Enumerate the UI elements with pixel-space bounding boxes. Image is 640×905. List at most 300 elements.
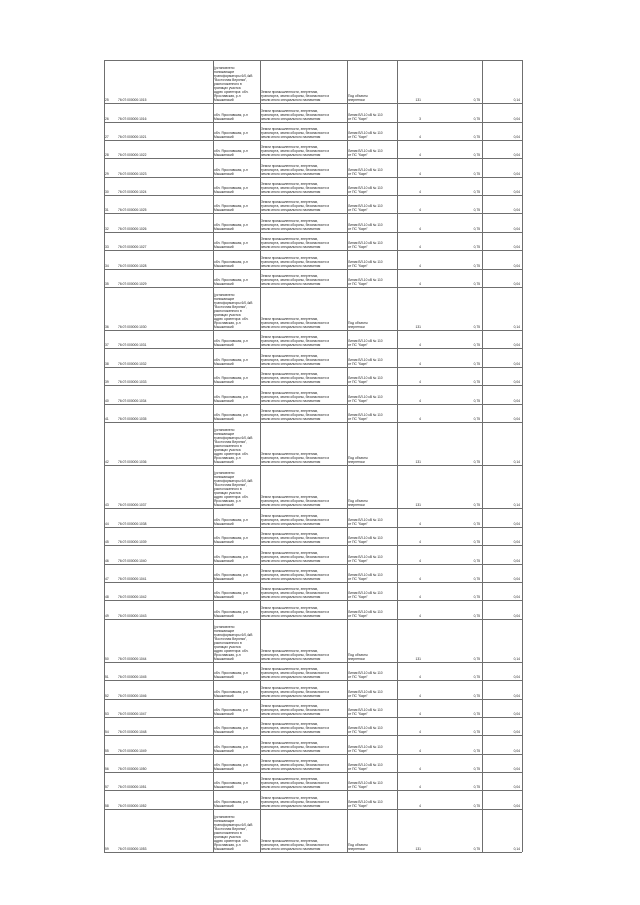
purpose-cell: Земли промышленности, энергетики, транспорта, земли обороны, безопасности и земли иного специального назначения bbox=[261, 335, 330, 348]
cadastral-number: 76:07:000000:1031 bbox=[118, 343, 147, 348]
location-cell: обл. Ярославская, р-н Мышкинский bbox=[214, 394, 248, 403]
row-number: 59 bbox=[105, 847, 109, 851]
purpose-cell: Земли промышленности, энергетики, транспорта, земли обороны, безопасности и земли иного специального назначения bbox=[261, 587, 330, 600]
cadastral-number: 76:07:000000:1016 bbox=[118, 116, 147, 121]
table-row-rule bbox=[104, 717, 522, 718]
area-cell: 131 bbox=[415, 656, 421, 661]
purpose-cell: Земли промышленности, энергетики, транспорта, земли обороны, безопасности и земли иного специального назначения bbox=[261, 667, 330, 680]
table-row-rule bbox=[104, 213, 522, 214]
row-number: 54 bbox=[105, 730, 109, 735]
sum-cell: 0,04 bbox=[513, 711, 520, 716]
sum-cell: 0,04 bbox=[513, 521, 520, 526]
use-cell: Линия ВЛ-10 кВ № 110 от ПС "Карп" bbox=[348, 412, 383, 421]
purpose-cell: Земли промышленности, энергетики, транспорта, земли обороны, безопасности и земли иного специального назначения bbox=[261, 372, 330, 385]
sum-cell: 0,04 bbox=[513, 675, 520, 680]
sum-cell: 0,14 bbox=[513, 98, 520, 103]
location-cell: обл. Ярославская, р-н Мышкинский bbox=[214, 277, 248, 286]
purpose-cell: Земли промышленности, энергетики, транспорта, земли обороны, безопасности и земли иного специального назначения bbox=[261, 163, 330, 176]
table-row-rule bbox=[104, 735, 522, 736]
row-number: 44 bbox=[105, 521, 109, 526]
row-number: 43 bbox=[105, 503, 109, 508]
cadastral-number: 76:07:000000:1048 bbox=[118, 730, 147, 735]
cadastral-number: 76:07:000000:1045 bbox=[118, 675, 147, 680]
rate-cell: 0,75 bbox=[473, 656, 480, 661]
location-cell: обл. Ярославская, р-н Мышкинский bbox=[214, 259, 248, 268]
table-row-rule bbox=[104, 195, 522, 196]
rate-cell: 0,75 bbox=[473, 730, 480, 735]
purpose-cell: Земли промышленности, энергетики, транспорта, земли обороны, безопасности и земли иного специального назначения bbox=[261, 108, 330, 121]
rate-cell: 0,75 bbox=[473, 693, 480, 698]
row-number: 55 bbox=[105, 748, 109, 753]
rate-cell: 0,75 bbox=[473, 380, 480, 385]
row-number: 33 bbox=[105, 245, 109, 250]
purpose-cell: Земли промышленности, энергетики, транспорта, земли обороны, безопасности и земли иного специального назначения bbox=[261, 759, 330, 772]
area-cell: 131 bbox=[415, 460, 421, 465]
use-cell: Линия ВЛ-10 кВ № 110 от ПС "Карп" bbox=[348, 799, 383, 808]
row-number: 50 bbox=[105, 656, 109, 661]
location-cell: обл. Ярославская, р-н Мышкинский bbox=[214, 357, 248, 366]
table-row-rule bbox=[104, 790, 522, 791]
table-row-rule bbox=[104, 367, 522, 368]
area-cell: 4 bbox=[419, 767, 421, 772]
purpose-cell: Земли промышленности, энергетики, транспорта, земли обороны, безопасности и земли иного специального назначения bbox=[261, 317, 330, 330]
use-cell: Линия ВЛ-10 кВ № 110 от ПС "Карп" bbox=[348, 241, 383, 250]
area-cell: 131 bbox=[415, 503, 421, 508]
sum-cell: 0,04 bbox=[513, 116, 520, 121]
cadastral-number: 76:07:000000:1034 bbox=[118, 398, 147, 403]
rate-cell: 0,75 bbox=[473, 767, 480, 772]
sum-cell: 0,04 bbox=[513, 785, 520, 790]
purpose-cell: Земли промышленности, энергетики, транспорта, земли обороны, безопасности и земли иного специального назначения bbox=[261, 513, 330, 526]
table-row-rule bbox=[104, 600, 522, 601]
area-cell: 4 bbox=[419, 380, 421, 385]
location-cell: обл. Ярославская, р-н Мышкинский bbox=[214, 707, 248, 716]
sum-cell: 0,04 bbox=[513, 361, 520, 366]
purpose-cell: Земли промышленности, энергетики, транспорта, земли обороны, безопасности и земли иного специального назначения bbox=[261, 740, 330, 753]
table-row-rule bbox=[104, 619, 522, 620]
rate-cell: 0,75 bbox=[473, 153, 480, 158]
location-cell: обл. Ярославская, р-н Мышкинский bbox=[214, 241, 248, 250]
area-cell: 4 bbox=[419, 226, 421, 231]
use-cell: Под объекты энергетики bbox=[348, 456, 368, 465]
rate-cell: 0,75 bbox=[473, 576, 480, 581]
location-cell: обл. Ярославская, р-н Мышкинский bbox=[214, 412, 248, 421]
cadastral-number: 76:07:000000:1033 bbox=[118, 380, 147, 385]
rate-cell: 0,75 bbox=[473, 116, 480, 121]
rate-cell: 0,75 bbox=[473, 361, 480, 366]
rate-cell: 0,75 bbox=[473, 675, 480, 680]
table-row-rule bbox=[104, 177, 522, 178]
rate-cell: 0,75 bbox=[473, 208, 480, 213]
use-cell: Линия ВЛ-10 кВ № 110 от ПС "Карп" bbox=[348, 394, 383, 403]
location-cell: обл. Ярославская, р-н Мышкинский bbox=[214, 222, 248, 231]
purpose-cell: Земли промышленности, энергетики, транспорта, земли обороны, безопасности и земли иного специального назначения bbox=[261, 126, 330, 139]
area-cell: 4 bbox=[419, 343, 421, 348]
table-row-rule bbox=[104, 527, 522, 528]
location-cell: обл. Ярославская, р-н Мышкинский bbox=[214, 726, 248, 735]
table-row-rule bbox=[104, 348, 522, 349]
rate-cell: 0,75 bbox=[473, 460, 480, 465]
area-cell: 4 bbox=[419, 190, 421, 195]
row-number: 48 bbox=[105, 595, 109, 600]
rate-cell: 0,75 bbox=[473, 748, 480, 753]
use-cell: Линия ВЛ-10 кВ № 110 от ПС "Карп" bbox=[348, 763, 383, 772]
use-cell: Под объекты энергетики bbox=[348, 94, 368, 103]
cadastral-number: 76:07:000000:1025 bbox=[118, 208, 147, 213]
purpose-cell: Земли промышленности, энергетики, транспорта, земли обороны, безопасности и земли иного специального назначения bbox=[261, 550, 330, 563]
cadastral-number: 76:07:000000:1039 bbox=[118, 540, 147, 545]
sum-cell: 0,04 bbox=[513, 613, 520, 618]
purpose-cell: Земли промышленности, энергетики, транспорта, земли обороны, безопасности и земли иного специального назначения bbox=[261, 200, 330, 213]
rate-cell: 0,75 bbox=[473, 613, 480, 618]
purpose-cell: Земли промышленности, энергетики, транспорта, земли обороны, безопасности и земли иного специального назначения bbox=[261, 90, 330, 103]
row-number: 39 bbox=[105, 380, 109, 385]
sum-cell: 0,04 bbox=[513, 263, 520, 268]
rate-cell: 0,75 bbox=[473, 803, 480, 808]
sum-cell: 0,04 bbox=[513, 208, 520, 213]
use-cell: Линия ВЛ-10 кВ № 110 от ПС "Карп" bbox=[348, 554, 383, 563]
location-cell: (установлено понижающие трансформаторы 6/0,4кВ "Восточная Верхняя", расположенного в границах участка адрес ориентира: обл. Ярославская, р-н Мышкинский bbox=[214, 815, 253, 851]
table-column-rule bbox=[522, 60, 523, 852]
cadastral-number: 76:07:000000:1037 bbox=[118, 503, 147, 508]
table-column-rule bbox=[482, 60, 483, 852]
cadastral-number: 76:07:000000:1053 bbox=[118, 847, 147, 851]
area-cell: 131 bbox=[415, 847, 421, 851]
purpose-cell: Земли промышленности, энергетики, транспорта, земли обороны, безопасности и земли иного специального назначения bbox=[261, 408, 330, 421]
use-cell: Линия ВЛ-10 кВ № 110 от ПС "Карп" bbox=[348, 744, 383, 753]
purpose-cell: Земли промышленности, энергетики, транспорта, земли обороны, безопасности и земли иного специального назначения bbox=[261, 182, 330, 195]
purpose-cell: Земли промышленности, энергетики, транспорта, земли обороны, безопасности и земли иного специального назначения bbox=[261, 605, 330, 618]
rate-cell: 0,75 bbox=[473, 558, 480, 563]
table-row-rule bbox=[104, 582, 522, 583]
table-row-rule bbox=[104, 60, 522, 61]
area-cell: 4 bbox=[419, 711, 421, 716]
use-cell: Линия ВЛ-10 кВ № 110 от ПС "Карп" bbox=[348, 277, 383, 286]
cadastral-number: 76:07:000000:1022 bbox=[118, 153, 147, 158]
cadastral-number: 76:07:000000:1032 bbox=[118, 361, 147, 366]
area-cell: 4 bbox=[419, 361, 421, 366]
sum-cell: 0,04 bbox=[513, 398, 520, 403]
purpose-cell: Земли промышленности, энергетики, транспорта, земли обороны, безопасности и земли иного специального назначения bbox=[261, 255, 330, 268]
use-cell: Линия ВЛ-10 кВ № 110 от ПС "Карп" bbox=[348, 536, 383, 545]
cadastral-number: 76:07:000000:1051 bbox=[118, 785, 147, 790]
location-cell: (установлено понижающие трансформаторы 6/0,4кВ "Восточная Верхняя", расположенного в границах участка адрес ориентира: обл. Ярославская, р-н Мышкинский bbox=[214, 428, 253, 465]
purpose-cell: Земли промышленности, энергетики, транспорта, земли обороны, безопасности и земли иного специального назначения bbox=[261, 795, 330, 808]
table-row-rule bbox=[104, 809, 522, 810]
location-cell: (установлено понижающие трансформаторы 6/0,4кВ "Восточная Верхняя", расположенного в границах участка адрес ориентира: обл. Ярославская, р-н Мышкинский bbox=[214, 293, 253, 330]
location-cell: обл. Ярославская, р-н Мышкинский bbox=[214, 572, 248, 581]
cadastral-number: 76:07:000000:1043 bbox=[118, 613, 147, 618]
location-cell: обл. Ярославская, р-н Мышкинский bbox=[214, 744, 248, 753]
rate-cell: 0,75 bbox=[473, 540, 480, 545]
sum-cell: 0,04 bbox=[513, 540, 520, 545]
row-number: 47 bbox=[105, 576, 109, 581]
use-cell: Линия ВЛ-10 кВ № 110 от ПС "Карп" bbox=[348, 167, 383, 176]
location-cell: обл. Ярославская, р-н Мышкинский bbox=[214, 609, 248, 618]
row-number: 36 bbox=[105, 325, 109, 330]
area-cell: 4 bbox=[419, 803, 421, 808]
sum-cell: 0,04 bbox=[513, 748, 520, 753]
sum-cell: 0,04 bbox=[513, 576, 520, 581]
purpose-cell: Земли промышленности, энергетики, транспорта, земли обороны, безопасности и земли иного специального назначения bbox=[261, 452, 330, 465]
row-number: 31 bbox=[105, 208, 109, 213]
location-cell: обл. Ярославская, р-н Мышкинский bbox=[214, 689, 248, 698]
row-number: 26 bbox=[105, 116, 109, 121]
row-number: 49 bbox=[105, 613, 109, 618]
area-cell: 4 bbox=[419, 558, 421, 563]
purpose-cell: Земли промышленности, энергетики, транспорта, земли обороны, безопасности и земли иного специального назначения bbox=[261, 353, 330, 366]
area-cell: 4 bbox=[419, 245, 421, 250]
location-cell: обл. Ярославская, р-н Мышкинский bbox=[214, 376, 248, 385]
purpose-cell: Земли промышленности, энергетики, транспорта, земли обороны, безопасности и земли иного специального назначения bbox=[261, 218, 330, 231]
sum-cell: 0,04 bbox=[513, 281, 520, 286]
location-cell: обл. Ярославская, р-н Мышкинский bbox=[214, 130, 248, 139]
sum-cell: 0,04 bbox=[513, 380, 520, 385]
purpose-cell: Земли промышленности, энергетики, транспорта, земли обороны, безопасности и земли иного специального назначения bbox=[261, 722, 330, 735]
table-row-rule bbox=[104, 545, 522, 546]
area-cell: 4 bbox=[419, 134, 421, 139]
use-cell: Линия ВЛ-10 кВ № 110 от ПС "Карп" bbox=[348, 707, 383, 716]
row-number: 40 bbox=[105, 398, 109, 403]
row-number: 46 bbox=[105, 558, 109, 563]
sum-cell: 0,04 bbox=[513, 245, 520, 250]
table-row-rule bbox=[104, 404, 522, 405]
cadastral-number: 76:07:000000:1044 bbox=[118, 656, 147, 661]
sum-cell: 0,04 bbox=[513, 171, 520, 176]
table-row-rule bbox=[104, 330, 522, 331]
purpose-cell: Земли промышленности, энергетики, транспорта, земли обороны, безопасности и земли иного специального назначения bbox=[261, 145, 330, 158]
table-row-rule bbox=[104, 122, 522, 123]
location-cell: (установлено понижающие трансформаторы 6/0,4кВ "Восточная Верхняя", расположенного в границах участка адрес ориентира: обл. Ярославская, р-н Мышкинский bbox=[214, 624, 253, 661]
purpose-cell: Земли промышленности, энергетики, транспорта, земли обороны, безопасности и земли иного специального назначения bbox=[261, 703, 330, 716]
area-cell: 4 bbox=[419, 785, 421, 790]
location-cell: (установлено понижающие трансформаторы 6/0,4кВ "Восточная Верхняя", расположенного в границах участка адрес ориентира: обл. Ярославская, р-н Мышкинский bbox=[214, 471, 253, 508]
row-number: 53 bbox=[105, 711, 109, 716]
area-cell: 4 bbox=[419, 540, 421, 545]
row-number: 28 bbox=[105, 153, 109, 158]
sum-cell: 0,14 bbox=[513, 325, 520, 330]
rate-cell: 0,75 bbox=[473, 245, 480, 250]
cadastral-number: 76:07:000000:1038 bbox=[118, 521, 147, 526]
row-number: 57 bbox=[105, 785, 109, 790]
row-number: 45 bbox=[105, 540, 109, 545]
purpose-cell: Земли промышленности, энергетики, транспорта, земли обороны, безопасности и земли иного специального назначения bbox=[261, 273, 330, 286]
purpose-cell: Земли промышленности, энергетики, транспорта, земли обороны, безопасности и земли иного специального назначения bbox=[261, 568, 330, 581]
area-cell: 131 bbox=[415, 98, 421, 103]
table-row-rule bbox=[104, 103, 522, 104]
location-cell: обл. Ярославская, р-н Мышкинский bbox=[214, 671, 248, 680]
use-cell: Линия ВЛ-10 кВ № 110 от ПС "Карп" bbox=[348, 259, 383, 268]
location-cell: обл. Ярославская, р-н Мышкинский bbox=[214, 339, 248, 348]
rate-cell: 0,75 bbox=[473, 171, 480, 176]
sum-cell: 0,04 bbox=[513, 343, 520, 348]
sum-cell: 0,04 bbox=[513, 558, 520, 563]
purpose-cell: Земли промышленности, энергетики, транспорта, земли обороны, безопасности и земли иного специального назначения bbox=[261, 390, 330, 403]
table-row-rule bbox=[104, 385, 522, 386]
sum-cell: 0,04 bbox=[513, 730, 520, 735]
purpose-cell: Земли промышленности, энергетики, транспорта, земли обороны, безопасности и земли иного специального назначения bbox=[261, 777, 330, 790]
cadastral-number: 76:07:000000:1029 bbox=[118, 281, 147, 286]
use-cell: Линия ВЛ-10 кВ № 110 от ПС "Карп" bbox=[348, 149, 383, 158]
location-cell: (установлено понижающие трансформаторы 6/0,4кВ "Восточная Верхняя", расположенного в границах участка адрес ориентира: обл. Ярославская, р-н Мышкинский bbox=[214, 66, 253, 103]
sum-cell: 0,14 bbox=[513, 503, 520, 508]
use-cell: Линия ВЛ-10 кВ № 110 от ПС "Карп" bbox=[348, 591, 383, 600]
sum-cell: 0,04 bbox=[513, 767, 520, 772]
use-cell: Линия ВЛ-10 кВ № 110 от ПС "Карп" bbox=[348, 112, 383, 121]
cadastral-number: 76:07:000000:1050 bbox=[118, 767, 147, 772]
table-row-rule bbox=[104, 158, 522, 159]
area-cell: 4 bbox=[419, 693, 421, 698]
use-cell: Линия ВЛ-10 кВ № 110 от ПС "Карп" bbox=[348, 572, 383, 581]
table-row-rule bbox=[104, 287, 522, 288]
row-number: 58 bbox=[105, 803, 109, 808]
area-cell: 4 bbox=[419, 613, 421, 618]
row-number: 35 bbox=[105, 281, 109, 286]
table-row-rule bbox=[104, 852, 522, 853]
location-cell: обл. Ярославская, р-н Мышкинский bbox=[214, 536, 248, 545]
use-cell: Линия ВЛ-10 кВ № 110 от ПС "Карп" bbox=[348, 204, 383, 213]
cadastral-number: 76:07:000000:1041 bbox=[118, 576, 147, 581]
area-cell: 4 bbox=[419, 153, 421, 158]
location-cell: обл. Ярославская, р-н Мышкинский bbox=[214, 204, 248, 213]
use-cell: Линия ВЛ-10 кВ № 110 от ПС "Карп" bbox=[348, 609, 383, 618]
area-cell: 4 bbox=[419, 576, 421, 581]
row-number: 52 bbox=[105, 693, 109, 698]
use-cell: Линия ВЛ-10 кВ № 110 от ПС "Карп" bbox=[348, 689, 383, 698]
cadastral-number: 76:07:000000:1024 bbox=[118, 190, 147, 195]
table-row-rule bbox=[104, 140, 522, 141]
location-cell: обл. Ярославская, р-н Мышкинский bbox=[214, 186, 248, 195]
rate-cell: 0,75 bbox=[473, 98, 480, 103]
table-row-rule bbox=[104, 250, 522, 251]
table-row-rule bbox=[104, 754, 522, 755]
use-cell: Линия ВЛ-10 кВ № 110 от ПС "Карп" bbox=[348, 357, 383, 366]
sum-cell: 0,14 bbox=[513, 847, 520, 851]
use-cell: Линия ВЛ-10 кВ № 110 от ПС "Карп" bbox=[348, 726, 383, 735]
area-cell: 4 bbox=[419, 208, 421, 213]
purpose-cell: Земли промышленности, энергетики, транспорта, земли обороны, безопасности и земли иного специального назначения bbox=[261, 237, 330, 250]
cadastral-number: 76:07:000000:1036 bbox=[118, 460, 147, 465]
area-cell: 131 bbox=[415, 325, 421, 330]
purpose-cell: Земли промышленности, энергетики, транспорта, земли обороны, безопасности и земли иного специального назначения bbox=[261, 685, 330, 698]
location-cell: обл. Ярославская, р-н Мышкинский bbox=[214, 112, 248, 121]
row-number: 41 bbox=[105, 416, 109, 421]
table-row-rule bbox=[104, 662, 522, 663]
use-cell: Линия ВЛ-10 кВ № 110 от ПС "Карп" bbox=[348, 376, 383, 385]
row-number: 27 bbox=[105, 134, 109, 139]
table-row-rule bbox=[104, 680, 522, 681]
rate-cell: 0,75 bbox=[473, 343, 480, 348]
cadastral-number: 76:07:000000:1052 bbox=[118, 803, 147, 808]
area-cell: 4 bbox=[419, 263, 421, 268]
area-cell: 4 bbox=[419, 398, 421, 403]
sum-cell: 0,14 bbox=[513, 460, 520, 465]
location-cell: обл. Ярославская, р-н Мышкинский bbox=[214, 763, 248, 772]
rate-cell: 0,75 bbox=[473, 416, 480, 421]
rate-cell: 0,75 bbox=[473, 226, 480, 231]
location-cell: обл. Ярославская, р-н Мышкинский bbox=[214, 591, 248, 600]
rate-cell: 0,75 bbox=[473, 281, 480, 286]
cadastral-number: 76:07:000000:1028 bbox=[118, 263, 147, 268]
sum-cell: 0,04 bbox=[513, 134, 520, 139]
location-cell: обл. Ярославская, р-н Мышкинский bbox=[214, 149, 248, 158]
rate-cell: 0,75 bbox=[473, 398, 480, 403]
use-cell: Линия ВЛ-10 кВ № 110 от ПС "Карп" bbox=[348, 222, 383, 231]
row-number: 51 bbox=[105, 675, 109, 680]
rate-cell: 0,75 bbox=[473, 847, 480, 851]
rate-cell: 0,75 bbox=[473, 521, 480, 526]
cadastral-number: 76:07:000000:1027 bbox=[118, 245, 147, 250]
area-cell: 4 bbox=[419, 281, 421, 286]
area-cell: 4 bbox=[419, 171, 421, 176]
table-row-rule bbox=[104, 564, 522, 565]
use-cell: Линия ВЛ-10 кВ № 110 от ПС "Карп" bbox=[348, 186, 383, 195]
location-cell: обл. Ярославская, р-н Мышкинский bbox=[214, 167, 248, 176]
area-cell: 4 bbox=[419, 748, 421, 753]
row-number: 34 bbox=[105, 263, 109, 268]
location-cell: обл. Ярославская, р-н Мышкинский bbox=[214, 799, 248, 808]
sum-cell: 0,04 bbox=[513, 803, 520, 808]
sum-cell: 0,04 bbox=[513, 595, 520, 600]
row-number: 30 bbox=[105, 190, 109, 195]
row-number: 29 bbox=[105, 171, 109, 176]
use-cell: Под объекты энергетики bbox=[348, 652, 368, 661]
cadastral-number: 76:07:000000:1023 bbox=[118, 171, 147, 176]
use-cell: Под объекты энергетики bbox=[348, 499, 368, 508]
cadastral-number: 76:07:000000:1040 bbox=[118, 558, 147, 563]
table-row-rule bbox=[104, 269, 522, 270]
use-cell: Линия ВЛ-10 кВ № 110 от ПС "Карп" bbox=[348, 339, 383, 348]
row-number: 37 bbox=[105, 343, 109, 348]
cadastral-number: 76:07:000000:1047 bbox=[118, 711, 147, 716]
purpose-cell: Земли промышленности, энергетики, транспорта, земли обороны, безопасности и земли иного специального назначения bbox=[261, 495, 330, 508]
rate-cell: 0,75 bbox=[473, 134, 480, 139]
cadastral-number: 76:07:000000:1049 bbox=[118, 748, 147, 753]
cadastral-number: 76:07:000000:1042 bbox=[118, 595, 147, 600]
cadastral-number: 76:07:000000:1021 bbox=[118, 134, 147, 139]
location-cell: обл. Ярославская, р-н Мышкинский bbox=[214, 781, 248, 790]
location-cell: обл. Ярославская, р-н Мышкинский bbox=[214, 517, 248, 526]
use-cell: Линия ВЛ-10 кВ № 110 от ПС "Карп" bbox=[348, 781, 383, 790]
purpose-cell: Земли промышленности, энергетики, транспорта, земли обороны, безопасности и земли иного специального назначения bbox=[261, 648, 330, 661]
rate-cell: 0,75 bbox=[473, 325, 480, 330]
sum-cell: 0,04 bbox=[513, 226, 520, 231]
cadastral-number: 76:07:000000:1035 bbox=[118, 416, 147, 421]
area-cell: 4 bbox=[419, 521, 421, 526]
row-number: 32 bbox=[105, 226, 109, 231]
rate-cell: 0,75 bbox=[473, 711, 480, 716]
table-row-rule bbox=[104, 422, 522, 423]
rate-cell: 0,75 bbox=[473, 785, 480, 790]
area-cell: 4 bbox=[419, 416, 421, 421]
location-cell: обл. Ярославская, р-н Мышкинский bbox=[214, 554, 248, 563]
purpose-cell: Земли промышленности, энергетики, транспорта, земли обороны, безопасности и земли иного специального назначения bbox=[261, 532, 330, 545]
use-cell: Под объекты энергетики bbox=[348, 843, 368, 851]
table-row-rule bbox=[104, 232, 522, 233]
rate-cell: 0,75 bbox=[473, 263, 480, 268]
use-cell: Линия ВЛ-10 кВ № 110 от ПС "Карп" bbox=[348, 671, 383, 680]
area-cell: 4 bbox=[419, 595, 421, 600]
area-cell: 4 bbox=[419, 675, 421, 680]
purpose-cell: Земли промышленности, энергетики, транспорта, земли обороны, безопасности и земли иного специального назначения bbox=[261, 839, 330, 851]
table-row-rule bbox=[104, 699, 522, 700]
sum-cell: 0,04 bbox=[513, 416, 520, 421]
cadastral-number: 76:07:000000:1015 bbox=[118, 98, 147, 103]
cadastral-number: 76:07:000000:1030 bbox=[118, 325, 147, 330]
rate-cell: 0,75 bbox=[473, 503, 480, 508]
area-cell: 3 bbox=[419, 116, 421, 121]
row-number: 25 bbox=[105, 98, 109, 103]
